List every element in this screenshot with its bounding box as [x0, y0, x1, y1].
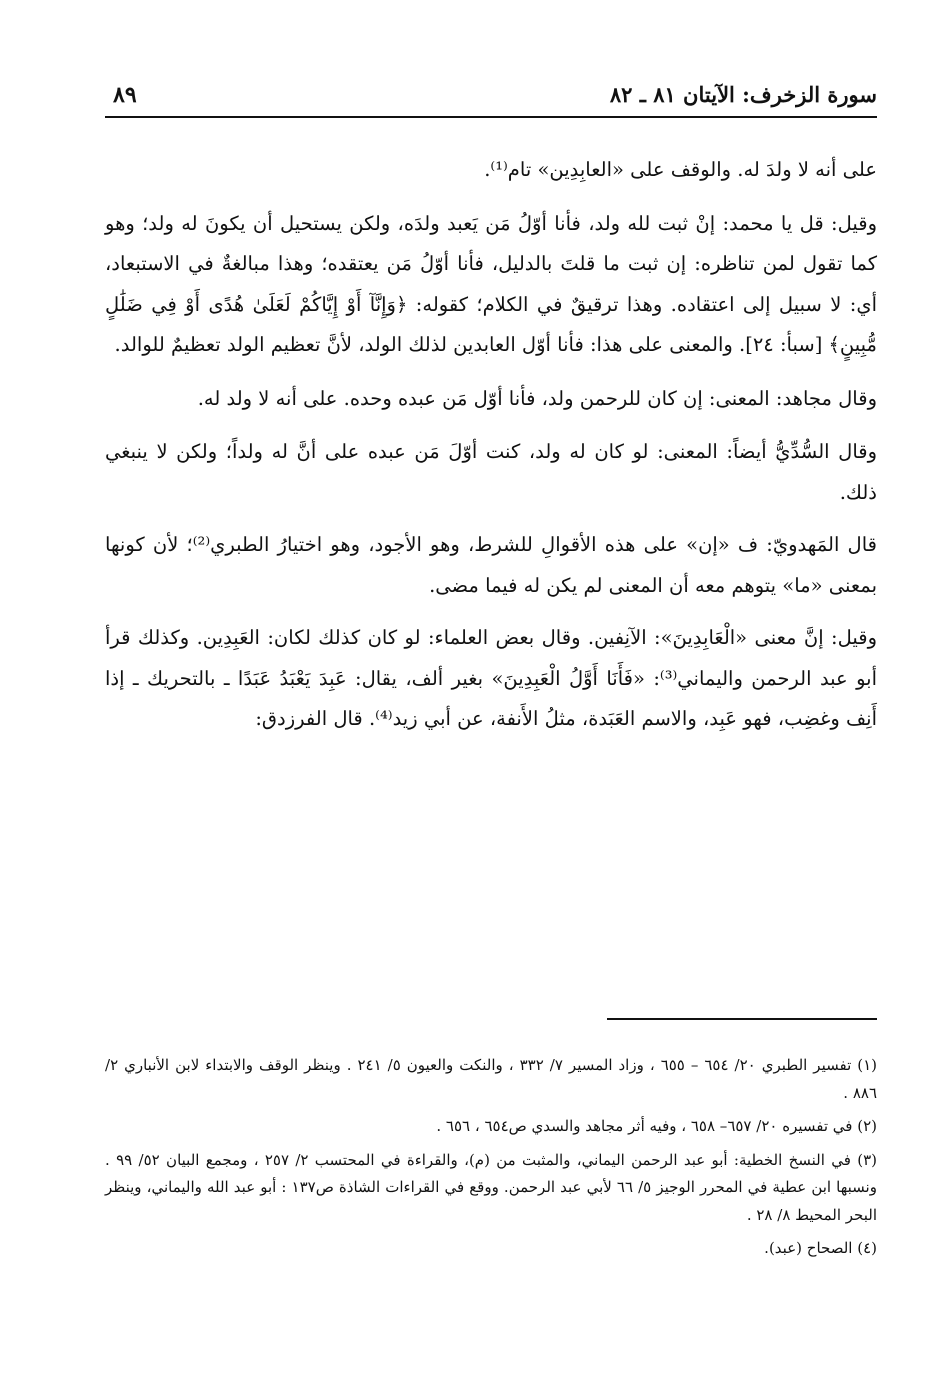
paragraph-4: وقال السُّدِّيُّ أيضاً: المعنى: لو كان له ولد، كنت أوّلَ مَن عبده على أنَّ له ولداً؛ ولكن لا ينبغي ذلك. [105, 440, 877, 504]
page-number: ٨٩ [113, 82, 137, 108]
footnote-2: (٢) في تفسيره ٢٠/ ٦٥٧– ٦٥٨ ، وفيه أثر مجاهد والسدي ص٦٥٤ ، ٦٥٦ . [436, 1117, 877, 1135]
paragraph-2: وقيل: قل يا محمد: إنْ ثبت لله ولد، فأنا أوّلُ مَن يَعبد ولدَه، ولكن يستحيل أن يكونَ له ولد؛ وهو كما تقول لمن تناظره: إن ثبت ما قلتَ بالدليل، فأنا أوّلُ مَن يعتقده؛ وهذا مبالغةٌ في الاستبعاد، أي: لا سبيل إلى اعتقاده. وهذا ترقيقٌ في الكلام؛ كقوله: ﴿وَإِنَّآ أَوْ إِيَّاكُمْ لَعَلَىٰ هُدًى أَوْ فِي ضَلَٰلٍ مُّبِينٍ﴾ [سبأ: ٢٤]. والمعنى على هذا: فأنا أوّل العابدين لذلك الولد، لأنَّ تعظيم الولد تعظيمٌ للوالد. [105, 211, 877, 356]
footnote-separator [607, 1018, 877, 1020]
page-header [105, 82, 877, 118]
footnote-1: (١) تفسير الطبري ٢٠/ ٦٥٤ – ٦٥٥ ، وزاد المسير ٧/ ٣٣٢ ، والنكت والعيون ٥/ ٢٤١ . وينظر الوقف والابتداء لابن الأنباري ٢/ ٨٨٦ . [105, 1056, 878, 1102]
main-text [105, 150, 877, 740]
paragraph-3: وقال مجاهد: المعنى: إن كان للرحمن ولد، فأنا أوّل مَن عبده وحده. على أنه لا ولد له. [197, 386, 877, 410]
paragraph-1: على أنه لا ولدَ له. والوقف على «العابِدِين» تام⁽¹⁾. [484, 158, 877, 181]
footnote-4: (٤) الصحاح (عبد). [764, 1239, 877, 1257]
footnotes [105, 1052, 877, 1269]
paragraph-5: قال المَهدويّ: ف «إن» على هذه الأقوالِ للشرط، وهو الأجود، وهو اختيارُ الطبري⁽²⁾؛ لأن كونها بمعنى «ما» يتوهم معه أن المعنى لم يكن له فيما مضى. [105, 533, 877, 597]
footnote-3: (٣) في النسخ الخطية: أبو عبد الرحمن اليماني، والمثبت من (م)، والقراءة في المحتسب ٢/ ٢٥٧ ، ومجمع البيان ٥٢/ ٩٩ . ونسبها ابن عطية في المحرر الوجيز ٥/ ٦٦ لأبي عبد الرحمن. ووقع في القراءات الشاذة ص١٣٧ : أبو عبد الله واليماني، وينظر البحر المحيط ٨/ ٢٨ . [105, 1150, 878, 1224]
running-title: سورة الزخرف: الآيتان ٨١ ـ ٨٢ [609, 82, 877, 107]
paragraph-6: وقيل: إنَّ معنى «الْعَابِدِينَ»: الآنِفين. وقال بعض العلماء: لو كان كذلك لكان: العَبِدِين. وكذلك قرأ أبو عبد الرحمن واليماني⁽³⁾: «فَأَنَا أَوَّلُ الْعَبِدِينَ» بغير ألف، يقال: عَبِدَ يَعْبَدُ عَبَدًا ـ بالتحريك ـ إذا أَنِف وغضِب، فهو عَبِد، والاسم العَبَدة، مثلُ الأَنفة، عن أبي زيد⁽⁴⁾. قال الفرزدق: [105, 626, 878, 730]
